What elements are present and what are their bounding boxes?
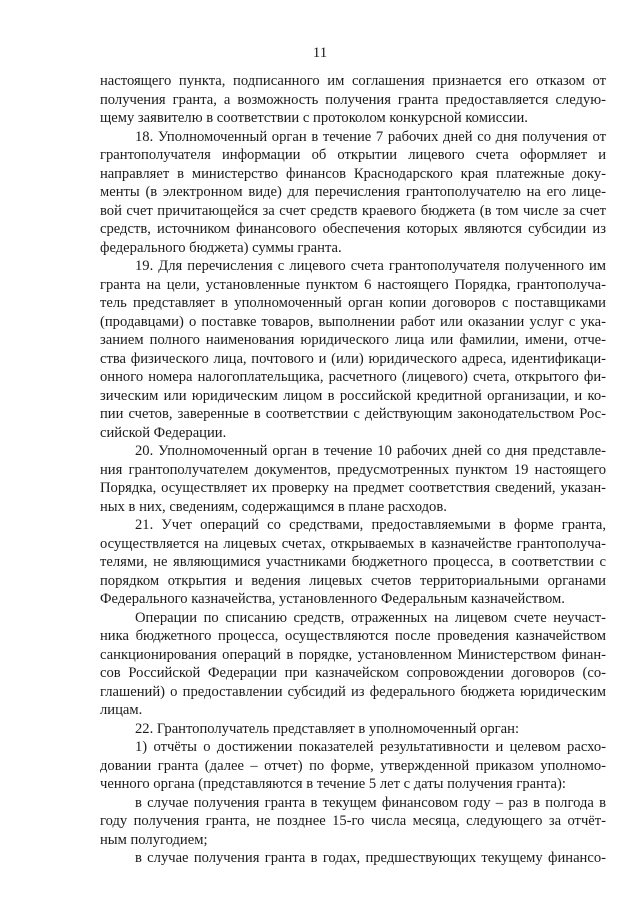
text-line: вой счет причитающейся за счет средств краевого бюджета (в том числе за счет bbox=[100, 202, 606, 219]
text-line: щему заявителю в соответствии с протоколом конкурсной комиссии. bbox=[100, 110, 528, 126]
text-line: настоящего пункта, подписанного им соглашения признается его отказом от bbox=[100, 73, 606, 89]
text-line: ства физического лица, почтового и (или) юридического адреса, идентификаци- bbox=[100, 350, 606, 367]
text-line: ным полугодием; bbox=[100, 831, 208, 848]
text-line: лицам. bbox=[100, 702, 143, 718]
text-line: ных в них, сведениям, содержащимся в плане расходов. bbox=[100, 498, 447, 515]
text-line: занием полного наименования юридического лица или фамилии, имени, отче- bbox=[100, 332, 606, 348]
text-line: 19. Для перечисления с лицевого счета грантополучателя полученного им bbox=[135, 258, 606, 274]
text-line: Порядка, осуществляет их проверку на предмет соответствия сведений, указан- bbox=[100, 480, 606, 496]
text-line: (продавцами) о поставке товаров, выполнении работ или оказании услуг с ука- bbox=[100, 313, 606, 330]
text-line: грантополучателя информации об открытии лицевого счета оформляет и bbox=[100, 147, 606, 163]
text-line: федерального бюджета) суммы гранта. bbox=[100, 239, 342, 256]
text-line: в случае получения гранта в годах, предшествующих текущему финансо- bbox=[135, 850, 606, 866]
text-line: санкционирования операций в порядке, установленном Министерством финан- bbox=[100, 646, 606, 663]
text-line: пии счетов, заверенные в соответствии с действующим законодательством Рос- bbox=[100, 406, 606, 422]
page-number: 11 bbox=[312, 45, 328, 61]
text-line: глашений) о предоставлении субсидий из федерального бюджета юридическим bbox=[100, 683, 606, 700]
text-line: ния грантополучателем документов, предусмотренных пунктом 19 настоящего bbox=[100, 461, 606, 478]
document-body bbox=[100, 72, 606, 868]
text-line: тель представляет в уполномоченный орган копии договоров с поставщиками bbox=[100, 295, 606, 311]
text-line: сийской Федерации. bbox=[100, 424, 227, 441]
text-line: в случае получения гранта в текущем финансовом году – раз в полгода в bbox=[135, 794, 606, 811]
text-line: 1) отчёты о достижении показателей результативности и целевом расхо- bbox=[135, 739, 606, 755]
text-line: году получения гранта, не позднее 15-го числа месяца, следующего за отчёт- bbox=[100, 813, 606, 829]
text-line: ченного органа (представляются в течение 5 лет с даты получения гранта): bbox=[100, 776, 566, 792]
text-line: Операции по списанию средств, отраженных на лицевом счете неучаст- bbox=[135, 609, 606, 626]
text-line: получения гранта, а возможность получения гранта предоставляется следую- bbox=[100, 91, 606, 108]
text-line: гранта на цели, установленные пунктом 6 настоящего Порядка, грантополуча- bbox=[100, 276, 606, 293]
text-line: менты (в электронном виде) для перечисления грантополучателю на его лице- bbox=[100, 184, 606, 200]
text-line: осуществляется на лицевых счетах, открываемых в казначействе грантополуча- bbox=[100, 535, 606, 552]
text-line: 18. Уполномоченный орган в течение 7 рабочих дней со дня получения от bbox=[135, 128, 606, 145]
text-line: сов Российской Федерации при казначейском сопровождении договоров (со- bbox=[100, 665, 606, 681]
text-line: Федерального казначейства, установленного Федеральным казначейством. bbox=[100, 591, 565, 607]
text-line: 21. Учет операций со средствами, предоставляемыми в форме гранта, bbox=[135, 517, 606, 533]
text-line: 20. Уполномоченный орган в течение 10 рабочих дней со дня представле- bbox=[135, 443, 606, 459]
text-line: ника бюджетного процесса, осуществляются после проведения казначейством bbox=[100, 628, 606, 644]
text-line: телями, не являющимися участниками бюджетного процесса, в соответствии с bbox=[100, 554, 606, 570]
text-line: довании гранта (далее – отчет) по форме, утвержденной приказом уполномо- bbox=[100, 757, 606, 774]
text-line: онного номера налогоплательщика, расчетного (лицевого) счета, открытого фи- bbox=[100, 369, 606, 385]
text-line: 22. Грантополучатель представляет в уполномоченный орган: bbox=[135, 720, 520, 737]
text-line: направляет в министерство финансов Краснодарского края платежные доку- bbox=[100, 165, 606, 182]
text-line: средств, источником финансового обеспечения которых являются субсидии из bbox=[100, 221, 606, 237]
text-line: порядком открытия и ведения лицевых счетов территориальными органами bbox=[100, 572, 606, 589]
text-line: зическим или юридическим лицом в российской кредитной организации, и ко- bbox=[100, 387, 606, 404]
